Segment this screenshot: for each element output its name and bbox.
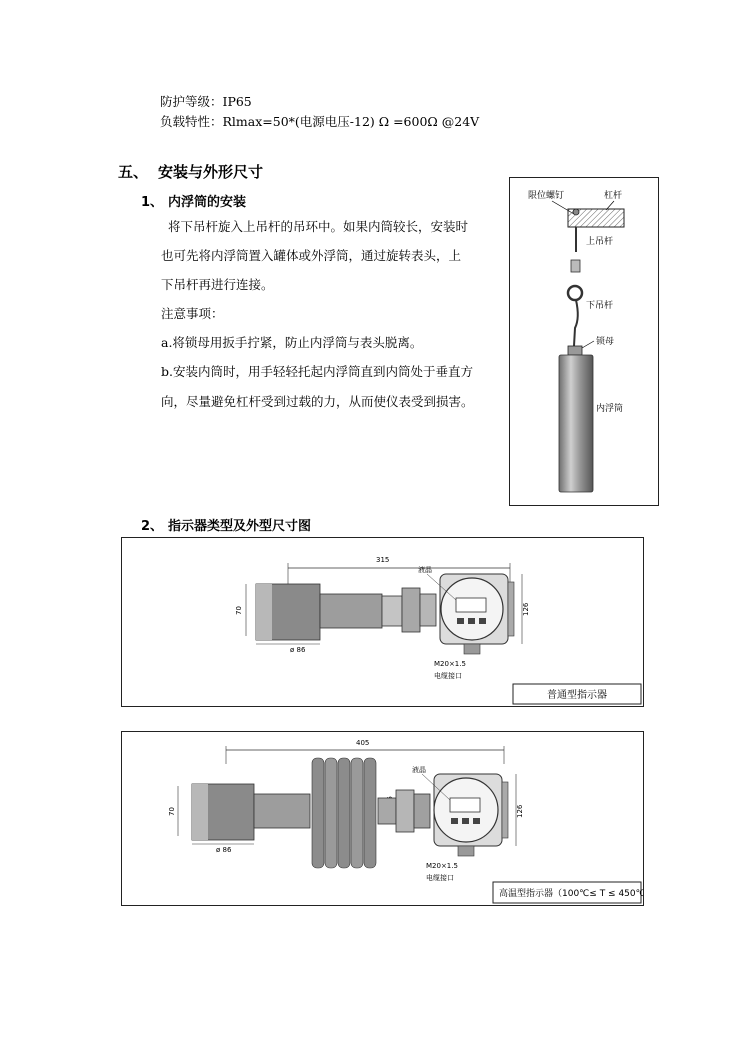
base-cylinder-highlight xyxy=(256,584,272,640)
figure-normal-indicator xyxy=(121,537,644,707)
dim-diameter-label: ø 86 xyxy=(290,646,306,654)
stem-tube xyxy=(254,794,310,828)
subsection-number: 2、 xyxy=(141,519,164,534)
figure-caption: 普通型指示器 xyxy=(547,690,607,701)
key-button xyxy=(473,818,480,824)
section-number: 五、 xyxy=(118,163,149,181)
cable-port-label: 电缆接口 xyxy=(426,874,454,882)
install-figure xyxy=(509,177,659,506)
dim-diameter-label: ø 86 xyxy=(216,846,232,854)
dim-head-label: 126 xyxy=(522,602,530,616)
inner-float-cylinder xyxy=(559,355,593,492)
cable-port-label: 电缆接口 xyxy=(434,672,462,680)
subsection-number: 1、 xyxy=(141,195,164,210)
label-limit-screw: 限位螺钉 xyxy=(528,191,565,201)
dim-head-label: 126 xyxy=(516,804,524,818)
paragraph-line: 将下吊杆旋入上吊杆的吊环中。如果内筒较长，安装时 xyxy=(168,219,469,234)
thread-label: M20×1.5 xyxy=(434,660,466,668)
paragraph-line: 也可先将内浮筒置入罐体或外浮筒，通过旋转表头，上 xyxy=(161,248,462,263)
subsection-title: 指示器类型及外型尺寸图 xyxy=(168,519,312,534)
figure-caption: 高温型指示器（100℃≤ T ≤ 450℃） xyxy=(499,889,643,899)
lcd-label: 液晶 xyxy=(418,566,432,574)
key-button xyxy=(468,618,475,624)
thread-label: M20×1.5 xyxy=(426,862,458,870)
key-button xyxy=(451,818,458,824)
lower-rod xyxy=(574,300,578,346)
lcd-label: 液晶 xyxy=(412,766,426,774)
note-item-b-cont: 向，尽量避免杠杆受到过载的力，从而使仪表受到损害。 xyxy=(161,394,474,409)
rod-connector xyxy=(571,260,580,272)
hanger-ring xyxy=(568,286,582,300)
spec-load: 负载特性：Rlmax=50*(电源电压-12) Ω =600Ω @24V xyxy=(160,114,480,129)
lcd-window xyxy=(450,798,480,812)
normal-indicator-drawing xyxy=(122,538,643,706)
connector-nut xyxy=(420,594,436,626)
dim-length-label: 315 xyxy=(376,556,390,564)
label-inner-float: 内浮筒 xyxy=(596,404,624,414)
figure-high-temp-indicator xyxy=(121,731,644,906)
connector-block xyxy=(402,588,420,632)
dim-height-label: 70 xyxy=(235,606,243,615)
label-upper-rod: 上吊杆 xyxy=(586,237,614,247)
key-button xyxy=(457,618,464,624)
lock-nut xyxy=(568,346,582,355)
connector-block xyxy=(396,790,414,832)
install-diagram xyxy=(510,178,658,505)
cooling-fins xyxy=(312,758,376,868)
stem-tube xyxy=(320,594,382,628)
key-button xyxy=(479,618,486,624)
flange xyxy=(382,596,402,626)
label-lever: 杠杆 xyxy=(604,191,623,201)
housing-cap xyxy=(508,582,514,636)
spec-protection: 防护等级：IP65 xyxy=(160,94,252,109)
dim-height-label: 70 xyxy=(168,807,176,816)
subsection-title: 内浮筒的安装 xyxy=(168,195,247,210)
paragraph-line: 下吊杆再进行连接。 xyxy=(161,277,274,292)
section-title: 安装与外形尺寸 xyxy=(158,163,264,181)
dim-length-label: 405 xyxy=(356,739,370,747)
label-lock-nut: 锁母 xyxy=(596,337,615,347)
note-heading: 注意事项： xyxy=(161,306,224,321)
label-lower-rod: 下吊杆 xyxy=(586,301,614,311)
high-temp-indicator-drawing xyxy=(122,732,643,905)
cable-gland xyxy=(458,846,474,856)
limit-screw-head xyxy=(573,209,579,215)
note-item-b: b.安装内筒时，用手轻轻托起内浮筒直到内筒处于垂直方 xyxy=(161,364,473,379)
key-button xyxy=(462,818,469,824)
base-cylinder-highlight xyxy=(192,784,208,840)
leader-line xyxy=(582,341,594,348)
cable-gland xyxy=(464,644,480,654)
note-item-a: a.将锁母用扳手拧紧，防止内浮筒与表头脱离。 xyxy=(161,335,423,350)
connector-nut xyxy=(414,794,430,828)
lcd-window xyxy=(456,598,486,612)
flange xyxy=(378,798,396,824)
housing-cap xyxy=(502,782,508,838)
